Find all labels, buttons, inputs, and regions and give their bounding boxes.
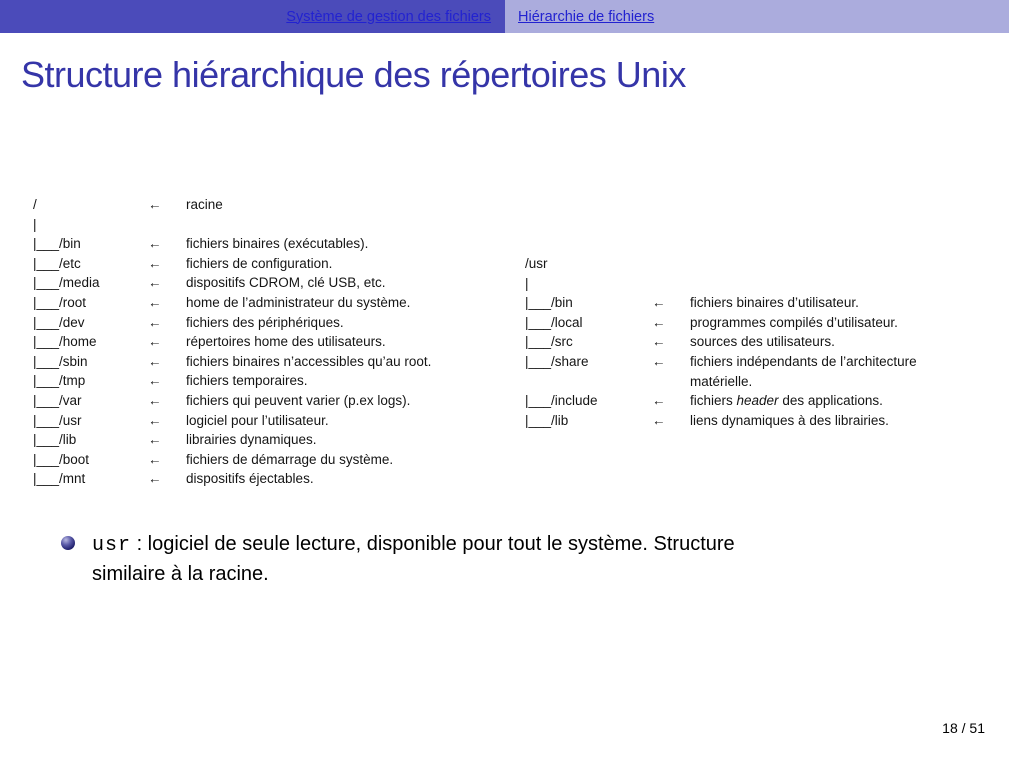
tree-node-desc: home de l’administrateur du système. — [186, 294, 411, 310]
arrow-left-icon — [148, 215, 186, 235]
tree-row — [525, 352, 917, 372]
tree-row — [33, 293, 431, 313]
tree-node-name: |___/sbin — [33, 353, 88, 369]
tree-row — [33, 273, 431, 293]
tree-node-desc: fichiers binaires d’utilisateur. — [690, 295, 859, 311]
arrow-left-icon: ← — [148, 412, 162, 428]
arrow-left-icon: ← — [148, 294, 162, 310]
tree-row — [525, 313, 917, 333]
tree-node-name: | — [525, 275, 529, 291]
arrow-left-icon: ← — [148, 314, 162, 330]
arrow-left-icon: ← — [148, 471, 162, 487]
tree-node-name: |___/local — [525, 314, 583, 330]
tree-node-name: |___/boot — [33, 451, 90, 467]
tree-row — [33, 332, 431, 352]
tree-row — [33, 430, 431, 450]
tree-row — [33, 195, 431, 215]
tree-node-desc: programmes compilés d’utilisateur. — [690, 314, 898, 330]
tree-node-desc: fichiers de démarrage du système. — [186, 451, 394, 467]
arrow-left-icon: ← — [652, 393, 666, 409]
arrow-left-icon: ← — [652, 353, 666, 369]
tree-node-desc: répertoires home des utilisateurs. — [186, 334, 386, 350]
tree-row — [33, 469, 431, 489]
bullet-code: usr — [92, 534, 132, 557]
tree-row — [525, 391, 917, 411]
tree-node-desc: fichiers header des applications. — [690, 393, 883, 409]
tree-node-desc: librairies dynamiques. — [186, 432, 317, 448]
tree-node-name: |___/src — [525, 334, 573, 350]
arrow-left-icon — [652, 254, 690, 274]
arrow-left-icon: ← — [148, 451, 162, 467]
tree-node-desc: fichiers qui peuvent varier (p.ex logs). — [186, 392, 411, 408]
tree-node-desc: fichiers binaires n’accessibles qu’au root. — [186, 353, 432, 369]
tree-node-name: |___/root — [33, 294, 87, 310]
tree-row — [33, 254, 431, 274]
page-number: 18 / 51 — [942, 720, 985, 736]
nav-link-section[interactable]: Système de gestion des fichiers — [286, 8, 491, 25]
tree-node-desc: fichiers temporaires. — [186, 373, 308, 389]
navigation-bar — [0, 0, 1009, 33]
nav-link-subsection[interactable]: Hiérarchie de fichiers — [518, 8, 655, 25]
arrow-left-icon: ← — [148, 197, 162, 212]
arrow-left-icon: ← — [652, 412, 666, 428]
tree-node-name: /usr — [525, 256, 548, 271]
nav-section-cell — [0, 0, 505, 33]
arrow-left-icon: ← — [148, 392, 162, 408]
tree-row — [33, 215, 431, 235]
tree-node-desc: racine — [186, 197, 223, 212]
arrow-left-icon: ← — [148, 373, 162, 389]
tree-node-desc: liens dynamiques à des librairies. — [690, 412, 889, 428]
tree-row — [525, 372, 917, 392]
tree-node-name: |___/dev — [33, 314, 85, 330]
tree-row — [33, 234, 431, 254]
tree-node-desc: fichiers indépendants de l’architecture — [690, 353, 917, 369]
tree-node-name: |___/etc — [33, 255, 81, 271]
arrow-left-icon: ← — [148, 236, 162, 252]
tree-node-name: |___/media — [33, 275, 100, 291]
tree-row — [33, 391, 431, 411]
tree-node-desc: sources des utilisateurs. — [690, 334, 835, 350]
root-directory-tree — [33, 195, 431, 489]
slide-title: Structure hiérarchique des répertoires Unix — [21, 54, 686, 95]
tree-node-name: |___/include — [525, 393, 598, 409]
tree-node-name — [525, 372, 652, 392]
tree-node-desc: fichiers de configuration. — [186, 255, 333, 271]
tree-node-name: |___/mnt — [33, 471, 86, 487]
arrow-left-icon: ← — [148, 353, 162, 369]
arrow-left-icon: ← — [652, 295, 666, 311]
tree-node-name: |___/share — [525, 353, 589, 369]
tree-node-name: |___/bin — [33, 236, 81, 252]
tree-node-name: |___/var — [33, 392, 82, 408]
arrow-left-icon: ← — [148, 334, 162, 350]
tree-row — [33, 371, 431, 391]
arrow-left-icon: ← — [652, 334, 666, 350]
arrow-left-icon: ← — [652, 314, 666, 330]
bullet-icon — [61, 536, 75, 550]
tree-node-desc: fichiers des périphériques. — [186, 314, 344, 330]
tree-row — [525, 332, 917, 352]
bullet-line1: : logiciel de seule lecture, disponible pour tout le système. Structure — [131, 533, 735, 555]
tree-node-name: / — [33, 197, 37, 212]
usr-directory-tree — [525, 254, 917, 430]
bullet-item — [92, 530, 735, 589]
nav-subsection-cell — [505, 0, 1009, 33]
tree-node-name: |___/lib — [33, 432, 77, 448]
arrow-left-icon: ← — [148, 432, 162, 448]
bullet-line2: similaire à la racine. — [92, 563, 269, 585]
arrow-left-icon — [652, 372, 690, 392]
tree-node-name: |___/lib — [525, 412, 569, 428]
tree-node-desc: dispositifs CDROM, clé USB, etc. — [186, 275, 386, 291]
tree-node-desc: matérielle. — [690, 373, 753, 389]
tree-row — [525, 254, 917, 274]
tree-row — [33, 411, 431, 431]
tree-node-name: | — [33, 216, 37, 232]
tree-row — [33, 352, 431, 372]
tree-row — [525, 274, 917, 294]
arrow-left-icon — [652, 274, 690, 294]
tree-node-name: |___/bin — [525, 295, 573, 311]
tree-row — [525, 293, 917, 313]
tree-node-desc: dispositifs éjectables. — [186, 471, 314, 487]
tree-node-desc: logiciel pour l’utilisateur. — [186, 412, 329, 428]
tree-node-name: |___/tmp — [33, 373, 86, 389]
tree-node-name: |___/home — [33, 334, 97, 350]
tree-row — [33, 450, 431, 470]
tree-row — [525, 411, 917, 431]
arrow-left-icon: ← — [148, 275, 162, 291]
arrow-left-icon: ← — [148, 255, 162, 271]
tree-node-name: |___/usr — [33, 412, 82, 428]
tree-node-desc: fichiers binaires (exécutables). — [186, 236, 369, 252]
tree-row — [33, 313, 431, 333]
